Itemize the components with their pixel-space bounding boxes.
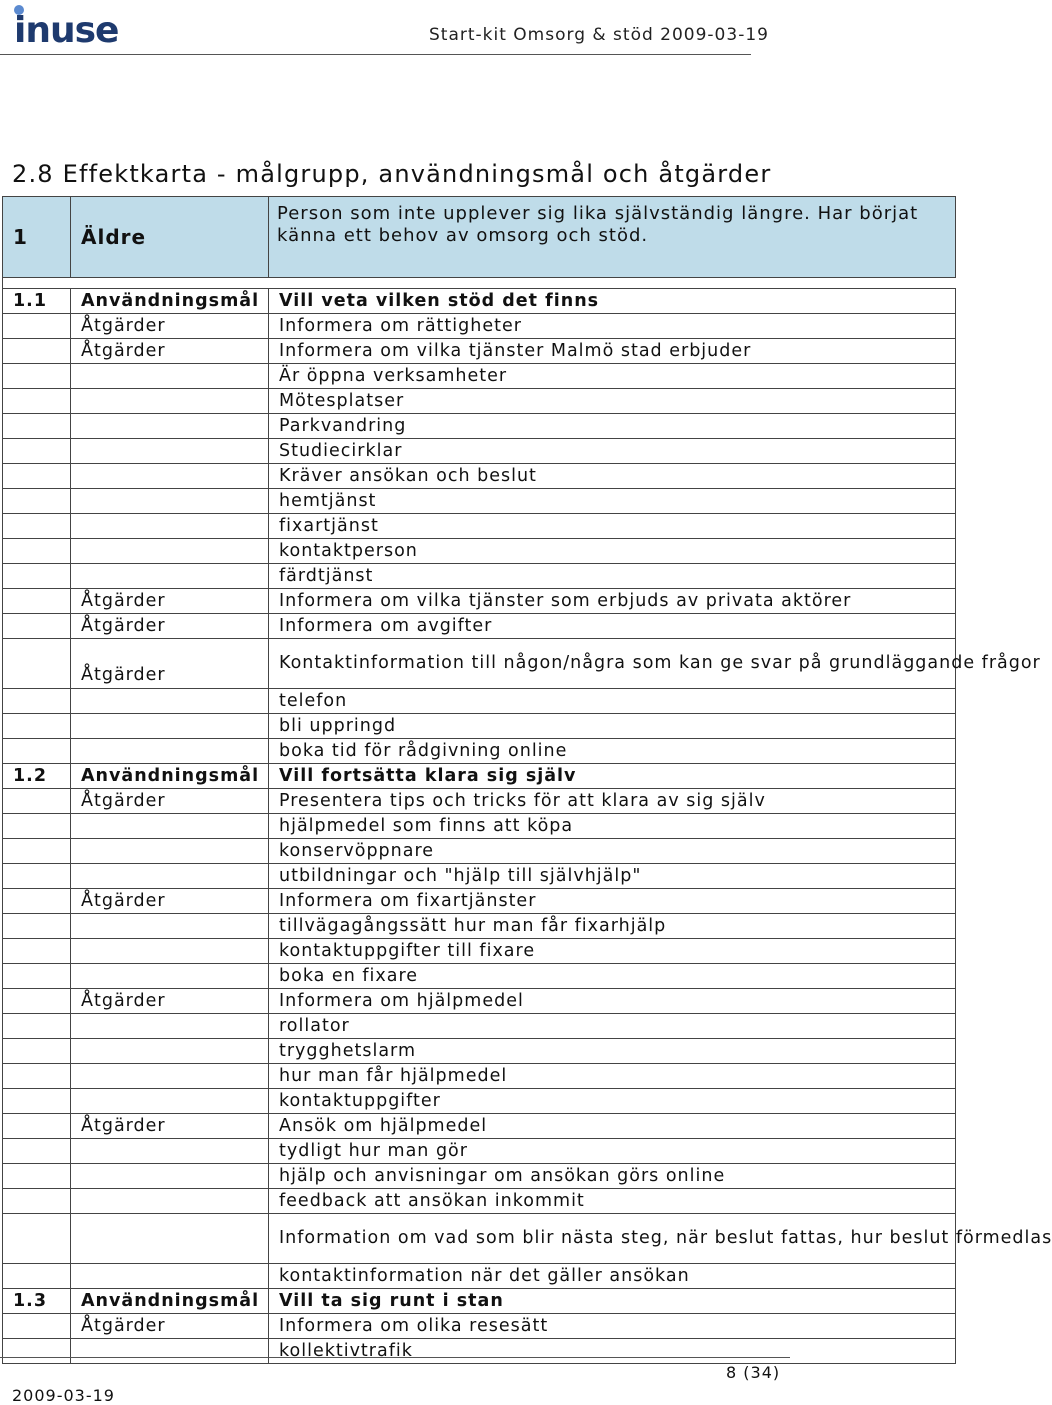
row-type: [71, 1164, 269, 1189]
action-row: [3, 1039, 956, 1064]
row-type: [71, 1264, 269, 1289]
row-type: [71, 1014, 269, 1039]
action-row: [3, 464, 956, 489]
row-text: kontaktinformation när det gäller ansökan: [269, 1264, 956, 1289]
action-row: [3, 939, 956, 964]
action-row: [3, 489, 956, 514]
target-group-row: [3, 197, 956, 278]
row-number: [3, 939, 71, 964]
document-header-title: Start-kit Omsorg & stöd 2009-03-19: [429, 25, 769, 45]
row-number: [3, 1114, 71, 1139]
row-text: rollator: [269, 1014, 956, 1039]
row-type: Åtgärder: [71, 989, 269, 1014]
action-row: [3, 964, 956, 989]
footer-divider: [0, 1357, 790, 1358]
row-number: [3, 1214, 71, 1264]
row-type: [71, 539, 269, 564]
row-type: [71, 1139, 269, 1164]
row-type: [71, 489, 269, 514]
row-number: [3, 514, 71, 539]
row-text: Parkvandring: [269, 414, 956, 439]
row-number: [3, 814, 71, 839]
row-text: bli uppringd: [269, 714, 956, 739]
row-number: [3, 639, 71, 689]
footer-date: 2009-03-19: [12, 1386, 115, 1405]
row-type: Åtgärder: [71, 639, 269, 689]
row-text: kontaktuppgifter: [269, 1089, 956, 1114]
row-type: [71, 939, 269, 964]
row-text: trygghetslarm: [269, 1039, 956, 1064]
row-number: [3, 564, 71, 589]
row-text: utbildningar och "hjälp till självhjälp": [269, 864, 956, 889]
row-number: [3, 1264, 71, 1289]
header-divider: [0, 54, 751, 55]
row-type: [71, 1214, 269, 1264]
action-row: [3, 1214, 956, 1264]
action-row: [3, 589, 956, 614]
row-text: hjälp och anvisningar om ansökan görs online: [269, 1164, 956, 1189]
row-type: [71, 1339, 269, 1364]
row-type: [71, 514, 269, 539]
row-type: Användningsmål: [71, 764, 269, 789]
row-type: Åtgärder: [71, 789, 269, 814]
row-number: [3, 389, 71, 414]
row-type: Åtgärder: [71, 889, 269, 914]
row-text: Vill fortsätta klara sig själv: [269, 764, 956, 789]
row-type: [71, 1039, 269, 1064]
action-row: [3, 714, 956, 739]
row-number: [3, 789, 71, 814]
row-number: 1.2: [3, 764, 71, 789]
row-type: [71, 564, 269, 589]
row-number: [3, 1014, 71, 1039]
usage-goal-row: [3, 1289, 956, 1314]
row-type: [71, 864, 269, 889]
action-row: [3, 989, 956, 1014]
action-row: [3, 1114, 956, 1139]
action-row: [3, 414, 956, 439]
row-number: [3, 439, 71, 464]
row-text: Informera om avgifter: [269, 614, 956, 639]
row-type: [71, 814, 269, 839]
action-row: [3, 739, 956, 764]
row-text: feedback att ansökan inkommit: [269, 1189, 956, 1214]
action-row: [3, 339, 956, 364]
row-type: Åtgärder: [71, 339, 269, 364]
row-text: telefon: [269, 689, 956, 714]
action-row: [3, 514, 956, 539]
action-row: [3, 564, 956, 589]
row-type: Åtgärder: [71, 314, 269, 339]
row-text: kollektivtrafik: [269, 1339, 956, 1364]
row-text: kontaktuppgifter till fixare: [269, 939, 956, 964]
row-text: tillvägagångssätt hur man får fixarhjälp: [269, 914, 956, 939]
row-text: hemtjänst: [269, 489, 956, 514]
row-text: Presentera tips och tricks för att klara av sig själv: [269, 789, 956, 814]
row-text: hur man får hjälpmedel: [269, 1064, 956, 1089]
group-number: 1: [3, 197, 71, 278]
action-row: [3, 1189, 956, 1214]
row-number: [3, 614, 71, 639]
row-number: [3, 1064, 71, 1089]
action-row: [3, 439, 956, 464]
row-number: [3, 989, 71, 1014]
row-type: [71, 439, 269, 464]
group-label: Äldre: [71, 197, 269, 278]
row-number: [3, 364, 71, 389]
row-type: [71, 1189, 269, 1214]
usage-goal-row: [3, 764, 956, 789]
row-text: Informera om olika resesätt: [269, 1314, 956, 1339]
action-row: [3, 839, 956, 864]
action-row: [3, 1314, 956, 1339]
page-number: 8 (34): [726, 1363, 781, 1382]
row-number: [3, 1039, 71, 1064]
row-text: tydligt hur man gör: [269, 1139, 956, 1164]
row-text: Informera om rättigheter: [269, 314, 956, 339]
row-number: [3, 689, 71, 714]
action-row: [3, 639, 956, 689]
action-row: [3, 539, 956, 564]
action-row: [3, 789, 956, 814]
row-number: [3, 739, 71, 764]
action-row: [3, 814, 956, 839]
row-type: [71, 414, 269, 439]
row-text: boka en fixare: [269, 964, 956, 989]
row-text: Informera om vilka tjänster Malmö stad erbjuder: [269, 339, 956, 364]
row-number: [3, 1139, 71, 1164]
row-text: boka tid för rådgivning online: [269, 739, 956, 764]
row-type: [71, 689, 269, 714]
row-type: [71, 389, 269, 414]
row-number: 1.3: [3, 1289, 71, 1314]
row-type: Användningsmål: [71, 1289, 269, 1314]
row-text: fixartjänst: [269, 514, 956, 539]
row-type: Åtgärder: [71, 589, 269, 614]
row-number: 1.1: [3, 289, 71, 314]
svg-text:inuse: inuse: [14, 10, 119, 51]
row-number: [3, 1089, 71, 1114]
action-row: [3, 314, 956, 339]
row-number: [3, 714, 71, 739]
action-row: [3, 914, 956, 939]
action-row: [3, 1264, 956, 1289]
action-row: [3, 389, 956, 414]
row-type: [71, 914, 269, 939]
action-row: [3, 1164, 956, 1189]
row-number: [3, 864, 71, 889]
row-number: [3, 414, 71, 439]
row-text: kontaktperson: [269, 539, 956, 564]
row-type: [71, 964, 269, 989]
action-row: [3, 1089, 956, 1114]
row-number: [3, 1164, 71, 1189]
row-number: [3, 464, 71, 489]
row-text: Ansök om hjälpmedel: [269, 1114, 956, 1139]
row-type: [71, 739, 269, 764]
row-type: [71, 1089, 269, 1114]
row-number: [3, 914, 71, 939]
row-number: [3, 539, 71, 564]
row-text: Kräver ansökan och beslut: [269, 464, 956, 489]
spacer-row: [3, 278, 956, 289]
effect-map-table: [2, 196, 1052, 1364]
row-text: Vill veta vilken stöd det finns: [269, 289, 956, 314]
usage-goal-row: [3, 289, 956, 314]
row-number: [3, 1339, 71, 1364]
action-row: [3, 1014, 956, 1039]
row-text: Information om vad som blir nästa steg, när beslut fattas, hur beslut förmedlas: [269, 1214, 956, 1264]
row-type: [71, 364, 269, 389]
row-number: [3, 839, 71, 864]
row-text: hjälpmedel som finns att köpa: [269, 814, 956, 839]
row-number: [3, 489, 71, 514]
row-text: Kontaktinformation till någon/några som kan ge svar på grundläggande frågor: [269, 639, 956, 689]
row-number: [3, 1189, 71, 1214]
row-type: Åtgärder: [71, 1314, 269, 1339]
row-number: [3, 964, 71, 989]
action-row: [3, 1339, 956, 1364]
row-text: Studiecirklar: [269, 439, 956, 464]
row-number: [3, 1314, 71, 1339]
row-text: Informera om fixartjänster: [269, 889, 956, 914]
row-text: konservöppnare: [269, 839, 956, 864]
row-text: färdtjänst: [269, 564, 956, 589]
row-text: Informera om hjälpmedel: [269, 989, 956, 1014]
row-number: [3, 889, 71, 914]
action-row: [3, 364, 956, 389]
row-type: Åtgärder: [71, 1114, 269, 1139]
row-number: [3, 589, 71, 614]
row-type: [71, 839, 269, 864]
row-text: Vill ta sig runt i stan: [269, 1289, 956, 1314]
row-number: [3, 314, 71, 339]
action-row: [3, 889, 956, 914]
row-text: Informera om vilka tjänster som erbjuds av privata aktörer: [269, 589, 956, 614]
action-row: [3, 689, 956, 714]
section-title: 2.8 Effektkarta - målgrupp, användningsmål och åtgärder: [12, 160, 772, 188]
row-type: Användningsmål: [71, 289, 269, 314]
row-type: [71, 464, 269, 489]
action-row: [3, 864, 956, 889]
action-row: [3, 614, 956, 639]
action-row: [3, 1139, 956, 1164]
row-number: [3, 339, 71, 364]
row-type: [71, 1064, 269, 1089]
group-description: Person som inte upplever sig lika självständig längre. Har börjat känna ett behov av omsorg och stöd.: [269, 197, 956, 278]
action-row: [3, 1064, 956, 1089]
row-text: Mötesplatser: [269, 389, 956, 414]
inuse-logo: [12, 2, 132, 50]
row-type: [71, 714, 269, 739]
row-type: Åtgärder: [71, 614, 269, 639]
row-text: Är öppna verksamheter: [269, 364, 956, 389]
